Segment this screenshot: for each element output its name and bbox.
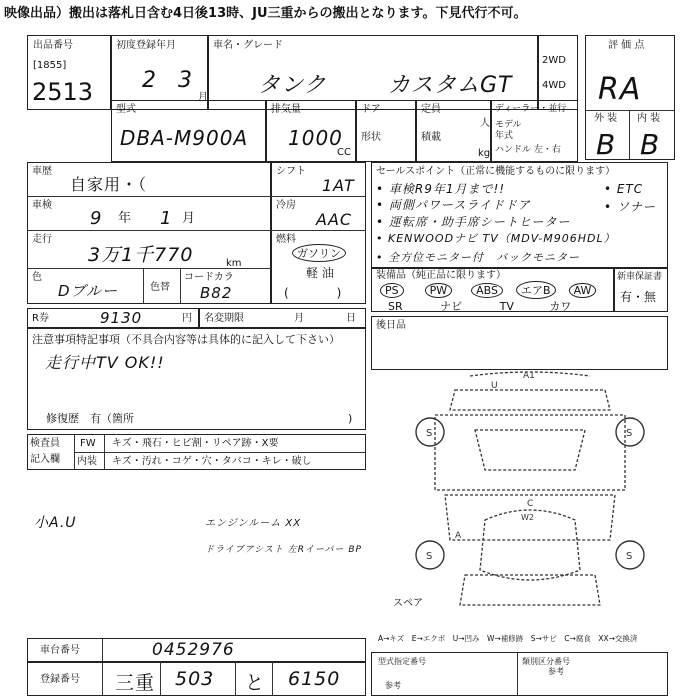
aircon: AAC [316, 210, 353, 229]
model: DBA-M900A [120, 126, 249, 150]
recycle-amount: 9130 [100, 309, 143, 327]
inspection-month-label: 月 [182, 211, 196, 226]
reg-kana: と [245, 672, 266, 694]
equip-abs: ABS [471, 283, 503, 298]
mileage-label: 走行 [32, 234, 52, 245]
after-item-box [371, 316, 668, 370]
sales-point-2: • 両側パワースライドドア [376, 198, 531, 212]
model-label: 型式 [116, 104, 136, 115]
displacement-label: 排気量 [271, 104, 301, 115]
interior-label: 内 装 [637, 113, 661, 124]
insp-hdiv [74, 452, 366, 453]
fuel: ガソリン [292, 244, 346, 262]
fw-label: FW [80, 438, 96, 449]
reg-area: 三重 [115, 672, 156, 694]
drive-4wd: 4WD [542, 80, 566, 91]
eval-divider [586, 110, 674, 111]
inspector-note-r1: エンジンルーム XX [205, 518, 302, 529]
drive-box [538, 35, 578, 110]
after-item-label: 後日品 [376, 320, 406, 331]
month-label: 月 [198, 92, 208, 103]
aircon-label: 冷房 [276, 200, 296, 211]
sales-point-1: • 車検R9年1月まで!! [376, 182, 506, 196]
class-label: 類別区分番号 [522, 657, 570, 666]
first-reg-year: 2 [142, 68, 157, 93]
equipment-label: 装備品（純正品に限ります） [376, 270, 506, 281]
capacity-label: 定員 [421, 104, 441, 115]
shift-line1 [271, 196, 366, 197]
km-label: km [226, 258, 242, 269]
reg-div3 [272, 662, 273, 696]
repair-label: 修復歴 有（箇所 [46, 412, 134, 425]
reg-label: 登録番号 [40, 674, 80, 685]
fw-items: キズ・飛石・ヒビ割・リペア跡・X要 [112, 438, 279, 449]
reg-class: 503 [175, 668, 215, 690]
header-banner: 映像出品）搬出は落札日含む4日後13時、JU三重からの搬出となります。下見代行不可。 [4, 6, 527, 21]
equipment-row2: SR ナビ TV カワ [388, 300, 572, 313]
mark-s3: S [426, 551, 433, 562]
mileage: 3万1千770 [88, 244, 194, 266]
form-label: 型式指定番号 [378, 657, 426, 666]
meigi-month: 月 [294, 313, 304, 324]
hist-line2 [27, 230, 271, 231]
equip-ps: PS [380, 283, 404, 298]
car-name-label: 車名・グレード [213, 40, 283, 51]
color-div1 [143, 268, 144, 304]
interior-grade: B [640, 128, 661, 161]
notes-label: 注意事項特記事項（不具合内容等は具体的に記入して下さい） [32, 333, 340, 346]
mark-a1: A1 [523, 371, 535, 381]
reg-div2 [235, 662, 236, 696]
exterior-label: 外 装 [594, 113, 618, 124]
chassis-label: 車台番号 [40, 645, 80, 656]
equip-airbag: エアB [516, 281, 556, 299]
shift-label: シフト [276, 166, 306, 177]
inspection-label: 車検 [32, 200, 52, 211]
eval-divider-v [629, 110, 630, 159]
first-reg-month: 3 [178, 68, 193, 93]
meigi-label: 名変期限 [204, 313, 244, 324]
interior-color-label: 色替 [150, 282, 170, 293]
repair-close: ) [348, 412, 353, 425]
mark-w2: W2 [521, 513, 534, 522]
sales-point-etc: • ETC [604, 182, 644, 196]
displacement: 1000 [288, 126, 343, 150]
car-damage-diagram [395, 370, 665, 620]
grade: カスタムGT [388, 73, 513, 98]
naiso-label: 内装 [77, 456, 97, 467]
color-div2 [180, 268, 181, 304]
person-label: 人 [480, 118, 490, 129]
spare-label: スペア [393, 598, 423, 609]
car-name: タンク [258, 73, 327, 98]
lot-number: 2513 [32, 78, 94, 106]
inspection-year-label: 年 [118, 211, 132, 226]
color-code: B82 [200, 284, 233, 302]
notes-text: 走行中TV OK!! [45, 353, 165, 372]
recycle-label: R券 [32, 313, 49, 324]
dealer-label: ディーラー・並行 [495, 104, 567, 114]
eval-label: 評 価 点 [608, 40, 645, 51]
fuel-alt: 軽 油 [306, 266, 334, 280]
mark-top-u: U [491, 381, 498, 391]
equip-pw: PW [425, 283, 453, 298]
sales-label: セールスポイント（正常に機能するものに限ります） [376, 166, 616, 177]
fuel-label: 燃料 [276, 234, 296, 245]
inspection-year: 9 [90, 208, 103, 229]
class-ref: 参考 [548, 667, 564, 676]
color-code-label: コードカラ [184, 272, 234, 283]
mark-s1: S [426, 428, 433, 439]
chassis-no: 0452976 [152, 640, 235, 660]
first-reg-label: 初度登録年月 [116, 40, 176, 51]
shape-label: 形状 [361, 132, 381, 143]
model-year-label: モデル 年式 [495, 120, 522, 141]
form-div [517, 652, 518, 696]
inspector-note-left: 小A.U [34, 515, 77, 531]
entry-label: 記入欄 [30, 454, 60, 465]
reg-div1 [160, 662, 161, 696]
meigi-day: 日 [346, 313, 356, 324]
kg-label: kg [478, 148, 491, 159]
history: 自家用・（ [70, 175, 148, 194]
drive-2wd: 2WD [542, 55, 566, 66]
loading-label: 積載 [421, 132, 441, 143]
warranty-label: 新車保証書 [617, 272, 663, 282]
mark-a: A [455, 531, 462, 541]
history-label: 車歴 [32, 166, 52, 177]
yen-label: 円 [182, 313, 192, 324]
mark-s4: S [626, 551, 633, 562]
warranty-opts: 有・無 [620, 290, 657, 304]
exterior-grade: B [596, 128, 617, 161]
sales-point-4: • KENWOODナビ TV（MDV-M906HDL） [376, 232, 616, 245]
eval-score: RA [598, 72, 642, 107]
handle-label: ハンドル 左・右 [495, 145, 561, 155]
sales-point-5: • 全方位モニター付 バックモニター [376, 251, 580, 264]
mark-c: C [527, 499, 534, 509]
color: Dブルー [58, 282, 118, 300]
mark-s2: S [626, 428, 633, 439]
cc-label: CC [337, 147, 351, 158]
reg-num: 6150 [288, 668, 341, 690]
naiso-items: キズ・汚れ・コゲ・穴・タバコ・キレ・破し [112, 456, 312, 467]
sales-point-sonar: • ソナー [604, 200, 656, 214]
lot-label: 出品番号 [33, 40, 73, 51]
fuel-paren: ( ) [284, 286, 342, 300]
equipment-row1 [380, 281, 596, 299]
form-ref: 参考 [385, 681, 401, 690]
door-label: ドア [361, 104, 381, 115]
lot-prefix: [1855] [33, 60, 67, 71]
hist-line1 [27, 196, 271, 197]
shift-line2 [271, 230, 366, 231]
damage-legend: A→キズ E→エクボ U→凹み W→補修跡 S→サビ C→腐食 XX→交換済 [378, 634, 638, 643]
sales-point-3: • 運転席・助手席シートヒーター [376, 215, 571, 229]
inspection-month: 1 [160, 208, 173, 229]
inspector-note-r2: ドライブアシスト 左Rイーパー BP [205, 545, 362, 555]
equip-aw: AW [569, 283, 597, 298]
color-label: 色 [32, 272, 42, 283]
inspector-label: 検査員 [30, 438, 60, 449]
shift: 1AT [322, 176, 355, 195]
